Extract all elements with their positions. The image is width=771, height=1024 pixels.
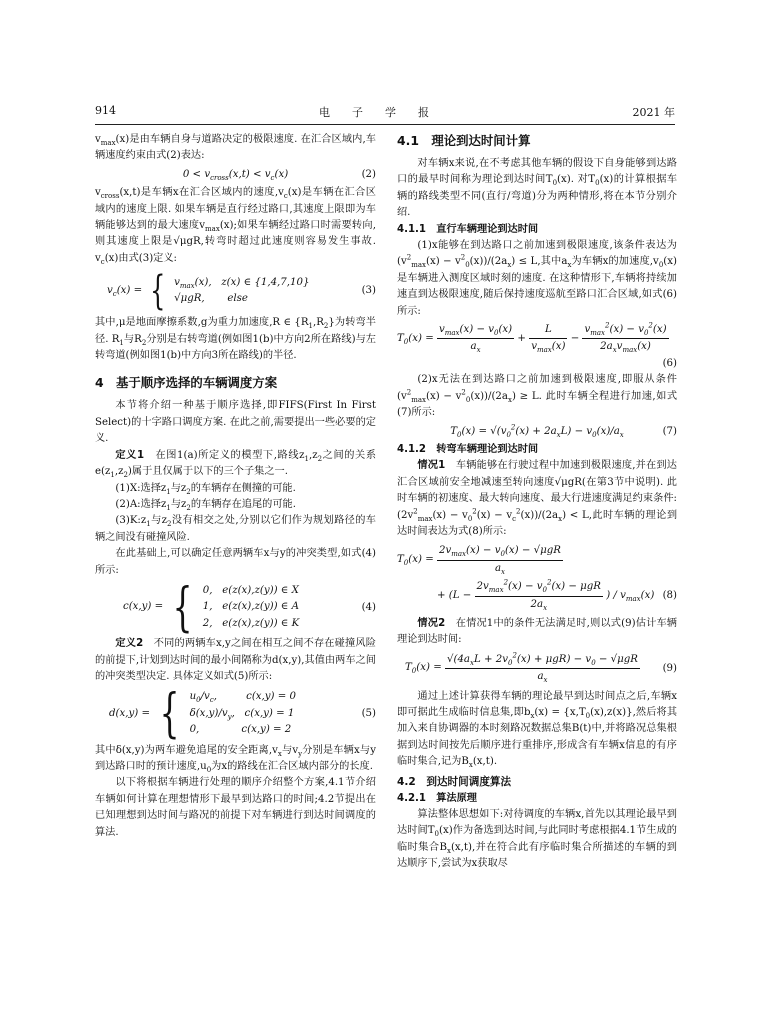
journal-name: 电子学报 bbox=[319, 106, 451, 119]
denominator: $a_x$ bbox=[470, 341, 481, 355]
equation-4 bbox=[95, 577, 376, 638]
equation-lhs: $T_0(x)$ = bbox=[397, 554, 434, 568]
paragraph: 通过上述计算获得车辆的理论最早到达时间点之后,车辆x即可据此生成临时信息集,即$b_x(x) = \{x,T_0(x),z(x)\}$,然后将其加入来自协调器的本时刻路况数据总集B(t)中,并将路况总集根据到达时间按先后顺序进行重排序,形成含有车辆x信息的有序临时集合,记为$B_x(x,t)$. bbox=[397, 690, 678, 770]
equation-9 bbox=[397, 652, 677, 686]
denominator: $2a_xv_{max}(x)$ bbox=[600, 341, 651, 355]
numerator: $2v_{max}^2(x) - v_0^2(x) - \mu gR$ bbox=[475, 579, 603, 596]
equation-5 bbox=[95, 683, 376, 744]
equation-part: + (L − bbox=[437, 589, 472, 601]
paragraph: $v_{cross}(x,t)$是车辆x在汇合区域内的速度$,v_c(x)$是车辆在汇合区域内的速度上限. 如果车辆是直行经过路口,其速度上限即为车辆能够达到的最大速度$v_{max}(x)$;如果车辆经过路口时需要转向,则其速度上限是√μgR,转弯时超过此速度则容易发生事故. $v_c(x)$由式(3)定义: bbox=[95, 187, 376, 266]
paragraph: 在此基础上,可以确定任意两辆车x与y的冲突类型,如式(4)所示: bbox=[95, 548, 376, 576]
denominator: $2a_x$ bbox=[530, 598, 548, 612]
fraction bbox=[437, 322, 514, 356]
equation-7 bbox=[397, 424, 677, 440]
paragraph: 情况1 车辆能够在行驶过程中加速到极限速度,并在到达汇合区域前安全地减速至转向速度√μgR(在第3节中说明). 此时车辆的初速度、最大转向速度、最大行进速度满足约束条件$:(2v^2_{max}(x) - v_0^2(x) - v_c^2(x))/(2a_x) < L$,此时车辆的理论到达时间表达为式(8)所示: bbox=[397, 460, 678, 537]
subsection-heading: 4.2.1 算法原理 bbox=[397, 792, 477, 804]
paragraph: 本节将介绍一种基于顺序选择,即FIFS(First In First Select)的十字路口调度方案. 在此之前,需要提出一些必要的定义. bbox=[95, 400, 376, 445]
equation-8 bbox=[397, 543, 677, 613]
subsection-heading: 4.1.1 直行车辆理论到达时间 bbox=[397, 223, 539, 235]
equation-part: ) / $v_{max}(x)$ bbox=[606, 589, 655, 603]
equation-case: 2, e(z(x),z(y)) ∈ K bbox=[202, 617, 300, 629]
plus-sign: + bbox=[517, 332, 526, 344]
equation-6 bbox=[397, 322, 677, 356]
equation-case: $v_{max}(x)$, z(x) ∈ {1,4,7,10} bbox=[174, 276, 310, 290]
paragraph: 算法整体思想如下:对待调度的车辆x,首先以其理论最早到达时间$T_0(x)$作为备选到达时间,与此同时考虑根据4.1节生成的临时集合$B_x(x,t)$,并在符合此有序临时集合所描述的车辆的到达顺序下,尝试为x获取尽 bbox=[397, 809, 677, 870]
equation-lhs: c(x,y) = bbox=[123, 601, 164, 613]
fraction bbox=[445, 652, 640, 686]
publication-year: 2021 年 bbox=[632, 106, 675, 119]
denominator: $a_x$ bbox=[537, 671, 548, 685]
paragraph: (1)x能够在到达路口之前加速到极限速度,该条件表达为$(v^2_{max}(x) - v^2_0(x))/(2a_x) \le L$,其中$a_x$为车辆x的加速度$,v_0(x)$是车辆进入测度区域时刻的速度. 在这种情形下,车辆将持续加速直到达极限速度,随后保持速度巡航至路口汇合区域,如式(6)所示: bbox=[397, 240, 677, 317]
numerator: $v_{max}(x) - v_0(x)$ bbox=[437, 322, 514, 339]
equation-lhs: $T_0(x)$ = bbox=[397, 332, 434, 346]
fraction bbox=[529, 322, 567, 356]
page-header bbox=[95, 104, 675, 122]
section-heading: 4 基于顺序选择的车辆调度方案 bbox=[95, 375, 278, 391]
subsection-heading: 4.1.2 转弯车辆理论到达时间 bbox=[397, 443, 539, 455]
equation-number: (8) bbox=[662, 589, 677, 601]
equation-case: $\delta(x,y)/v_y$, c(x,y) = 1 bbox=[189, 707, 295, 721]
equation-lhs: $T_0(x)$ = bbox=[405, 662, 442, 676]
equation-case: 0, c(x,y) = 2 bbox=[189, 724, 292, 736]
equation-number: (3) bbox=[361, 285, 376, 297]
list-item: (2)A:选择$z_1$与$z_2$的车辆存在追尾的可能. bbox=[115, 498, 296, 512]
paragraph: 其中δ(x,y)为两车避免追尾的安全距离$,v_x$与$v_y$分别是车辆x与y到达路口时的预计速度$,u_0$为x的路线在汇合区域内部分的长度. bbox=[95, 744, 376, 775]
equation-number: (2) bbox=[361, 168, 376, 180]
equation-lhs: d(x,y) = bbox=[109, 707, 150, 719]
numerator: L bbox=[529, 322, 567, 339]
minus-sign: − bbox=[570, 332, 580, 344]
equation-2 bbox=[95, 167, 376, 183]
equation-case: $u_0/v_c$, c(x,y) = 0 bbox=[189, 691, 297, 705]
equation-cases bbox=[174, 275, 309, 308]
page-number: 914 bbox=[95, 104, 116, 117]
numerator: $√(4a_xL + 2v_0^2(x) + \mu gR) - v_0 - √\mu gR$ bbox=[445, 652, 640, 669]
brace: { bbox=[159, 683, 180, 744]
denominator: $v_{max}(x)$ bbox=[531, 341, 566, 355]
paragraph: 情况2 在情况1中的条件无法满足时,则以式(9)估计车辆理论到达时间: bbox=[397, 617, 677, 646]
paragraph: $v_{max}(x)$是由车辆自身与道路决定的极限速度. 在汇合区域内,车辆速度约束由式(2)表达: bbox=[95, 134, 376, 162]
equation-number: (7) bbox=[662, 425, 677, 437]
equation-case: √μgR, else bbox=[174, 293, 248, 305]
equation-number: (5) bbox=[361, 707, 376, 719]
section-heading: 4.2 到达时间调度算法 bbox=[397, 775, 512, 788]
fraction bbox=[582, 322, 668, 356]
equation-case: 1, e(z(x),z(y)) ∈ A bbox=[202, 601, 299, 613]
equation-cases bbox=[203, 583, 299, 632]
equation-number: (6) bbox=[662, 357, 677, 369]
fraction bbox=[437, 543, 563, 577]
equation-lhs: $v_c(x)$ = bbox=[107, 285, 143, 299]
section-heading: 4.1 理论到达时间计算 bbox=[397, 133, 531, 148]
numerator: $2v_{max}(x) - v_0(x) - √\mu gR$ bbox=[437, 543, 563, 560]
brace: { bbox=[150, 268, 166, 315]
paragraph: 以下将根据车辆进行处理的顺序介绍整个方案,4.1节介绍车辆如何计算在理想情形下最早到达路口的时间;4.2节提出在已知理想到达时间与路况的前提下对车辆进行到达时间调度的算法. bbox=[95, 777, 376, 838]
equation-body: $0 < v_{cross}(x,t) < v_c(x)$ bbox=[182, 168, 289, 182]
equation-number: (9) bbox=[662, 662, 677, 674]
equation-body: $T_0(x) = √(v_0^2(x) + 2a_xL) - v_0(x)/a_x$ bbox=[450, 423, 624, 439]
list-item: (1)X:选择$z_1$与$z_2$的车辆存在侧撞的可能. bbox=[115, 482, 296, 496]
numerator: $v_{max}^2(x) - v_0^2(x)$ bbox=[582, 322, 668, 339]
definition: 定义1 在图1(a)所定义的模型下,路线$z_1,z_2$之间的关系$e(z_1,z_2)$属于且仅属于以下的三个子集之一. bbox=[95, 449, 377, 480]
equation-case: 0, e(z(x),z(y)) ∈ X bbox=[202, 584, 299, 596]
fraction bbox=[475, 579, 603, 613]
header-rule bbox=[95, 124, 675, 125]
equation-number: (4) bbox=[361, 601, 376, 613]
definition: 定义2 不同的两辆车x,y之间在相互之间不存在碰撞风险的前提下,计划到达时间的最小间隔称为d(x,y),其值由两车之间的冲突类型决定. 具体定义如式(5)所示: bbox=[95, 638, 376, 682]
equation-cases bbox=[190, 689, 296, 738]
paragraph: (2)x无法在到达路口之前加速到极限速度,即服从条件$(v^2_{max}(x) - v^2_0(x))/(2a_x) \ge L$. 此时车辆全程进行加速,如式(7)所示: bbox=[397, 374, 678, 419]
paragraph: 对车辆x来说,在不考虑其他车辆的假设下自身能够到达路口的最早时间称为理论到达时间$T_0(x)$. 对$T_0(x)$的计算根据车辆的路线类型不同(直行/弯道)分为两种情形,将在本节分别介绍. bbox=[397, 158, 678, 219]
list-item: $(3)K:z_1$与$z_2$没有相交之处,分别以它们作为规划路径的车辆之间没有碰撞风险. bbox=[95, 515, 376, 543]
denominator: $a_x$ bbox=[494, 562, 505, 576]
paragraph: 其中,μ是地面摩擦系数,g为重力加速度,R ∈ $\{R_1,R_2\}$为转弯半径. $R_1$与$R_2$分别是右转弯道(例如图1(b)中方向2所在路线)与左转弯道(例如图1(b)中方向3所在路线)的半径. bbox=[95, 317, 376, 362]
left-column bbox=[95, 132, 376, 841]
equation-3 bbox=[95, 268, 376, 315]
right-column bbox=[397, 132, 677, 873]
brace: { bbox=[173, 577, 193, 638]
